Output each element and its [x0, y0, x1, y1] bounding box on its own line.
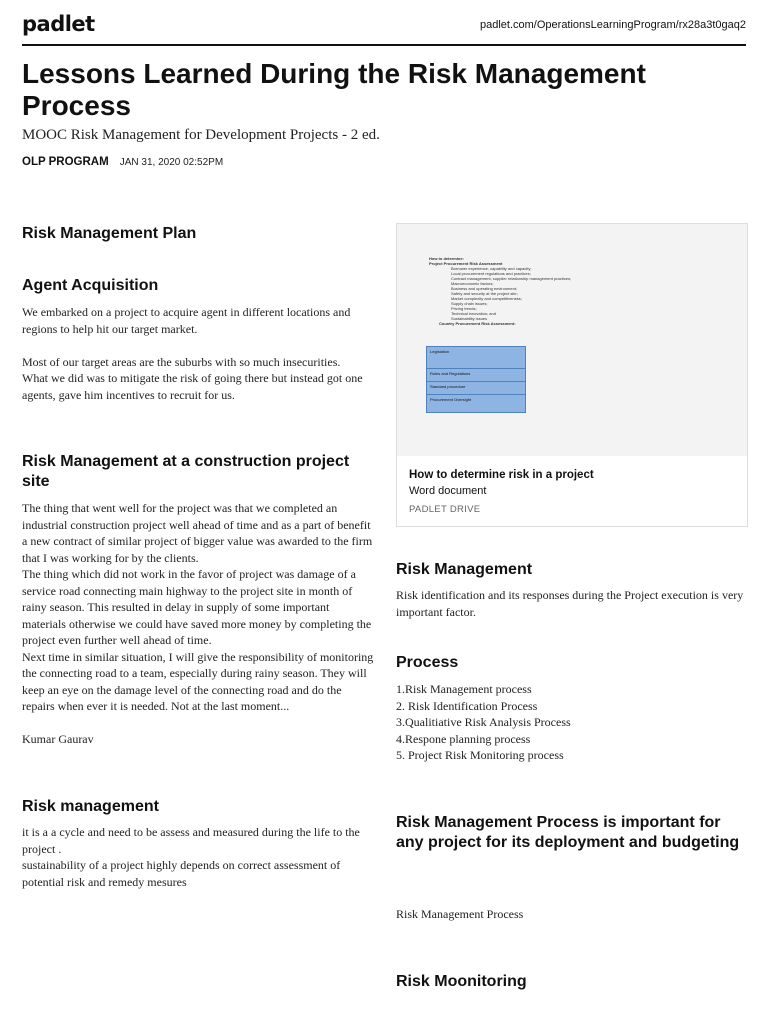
preview-country-heading: Country Procurement Risk Assessment:: [439, 321, 516, 326]
preview-subheading: Project Procurement Risk Assessment: [429, 261, 503, 266]
preview-item: Market complexity and competitiveness;: [451, 296, 522, 301]
page-title: Lessons Learned During the Risk Management Process: [22, 58, 646, 121]
page-meta: [22, 156, 223, 168]
preview-item: Supply chain issues;: [451, 301, 488, 306]
post-body-process: 1.Risk Management process 2. Risk Identification Process 3.Qualitiative Risk Analysis Process 4.Respone planning process 5. Project Risk Monitoring process: [396, 682, 571, 762]
post-title-risk-management-plan[interactable]: Risk Management Plan: [22, 225, 197, 242]
page-url[interactable]: padlet.com/OperationsLearningProgram/rx28a3t0gaq2: [480, 19, 746, 31]
post-date: JAN 31, 2020 02:52PM: [119, 157, 224, 168]
preview-heading: How to determine:: [429, 256, 464, 261]
preview-item: Safety and security at the project site;: [451, 291, 518, 296]
document-preview[interactable]: [397, 224, 747, 456]
attachment-title[interactable]: How to determine risk in a project: [409, 469, 594, 481]
post-body-risk-management: Risk identification and its responses during the Project execution is very important factor.: [396, 588, 744, 619]
preview-table: [426, 346, 526, 413]
post-body-rm-process-importance: Risk Management Process: [396, 907, 524, 921]
post-body-agent-acquisition: We embarked on a project to acquire agent in different locations and regions to help hit our target market. Most of our target areas are the suburbs with so much insecurities. What we did was to mitigate the risk of going there but instead got one agents, gave him incentives to recruit for us.: [22, 305, 363, 402]
page-subtitle: MOOC Risk Management for Development Projects - 2 ed.: [22, 127, 380, 143]
preview-item: Local procurement regulations and practices;: [451, 271, 531, 276]
preview-item: Borrower experience, capability and capacity;: [451, 266, 532, 271]
post-title-construction-site[interactable]: Risk Management at a construction project site: [22, 453, 350, 490]
preview-item: Business and operating environment;: [451, 286, 518, 291]
preview-item: Pricing trends;: [451, 306, 477, 311]
post-title-risk-monitoring[interactable]: Risk Moonitoring: [396, 973, 527, 990]
post-body-construction-site: The thing that went well for the project was that we completed an industrial construction project well ahead of time and as a part of benefit a new contract of similar project of bigger value was awarded to the firm that I was working for by the clients. The thing which did not work in the favor of project was damage of a service road connecting main highway to the project site in month of rainy season. This resulted in delay in supply of some important materials otherwise we could have saved more money by completing the project even further well ahead of time. Next time in similar situation, I will give the responsibility of monitoring the connecting road to a team, especially during rainy season. They will keep an eye on the damage level of the connecting road and do the repairs when ever it is needed. Not at the last moment... Kumar Gaurav: [22, 501, 374, 746]
padlet-logo[interactable]: padlet: [22, 12, 95, 36]
preview-table-row: Legislation: [427, 347, 525, 369]
preview-table-row: Rules and Regulations: [427, 369, 525, 382]
preview-item: Sustainability issues: [451, 316, 488, 321]
post-title-process[interactable]: Process: [396, 654, 459, 671]
post-title-agent-acquisition[interactable]: Agent Acquisition: [22, 277, 159, 294]
author-name[interactable]: OLP PROGRAM: [22, 156, 109, 168]
document-preview-text: [429, 256, 629, 326]
post-title-rm-process-importance[interactable]: Risk Management Process is important for any project for its deployment and budgeting: [396, 814, 740, 851]
attachment-source: PADLET DRIVE: [409, 504, 481, 515]
attachment-card[interactable]: [396, 223, 748, 527]
preview-table-row: Procurement Oversight: [430, 397, 472, 402]
top-bar: [22, 10, 746, 46]
preview-table-row: Standard procedure: [427, 382, 525, 395]
post-body-risk-management-cycle: it is a a cycle and need to be assess and measured during the life to the project . sustainability of a project highly depends on correct assessment of potential risk and remedy mesures: [22, 825, 360, 889]
preview-item: Contract management, supplier relationship management practices;: [451, 276, 572, 281]
post-title-risk-management-cycle[interactable]: Risk management: [22, 798, 159, 815]
post-title-risk-management[interactable]: Risk Management: [396, 561, 533, 578]
preview-item: Technical innovation; and: [451, 311, 496, 316]
attachment-type: Word document: [409, 485, 487, 497]
preview-item: Macroeconomic factors;: [451, 281, 494, 286]
